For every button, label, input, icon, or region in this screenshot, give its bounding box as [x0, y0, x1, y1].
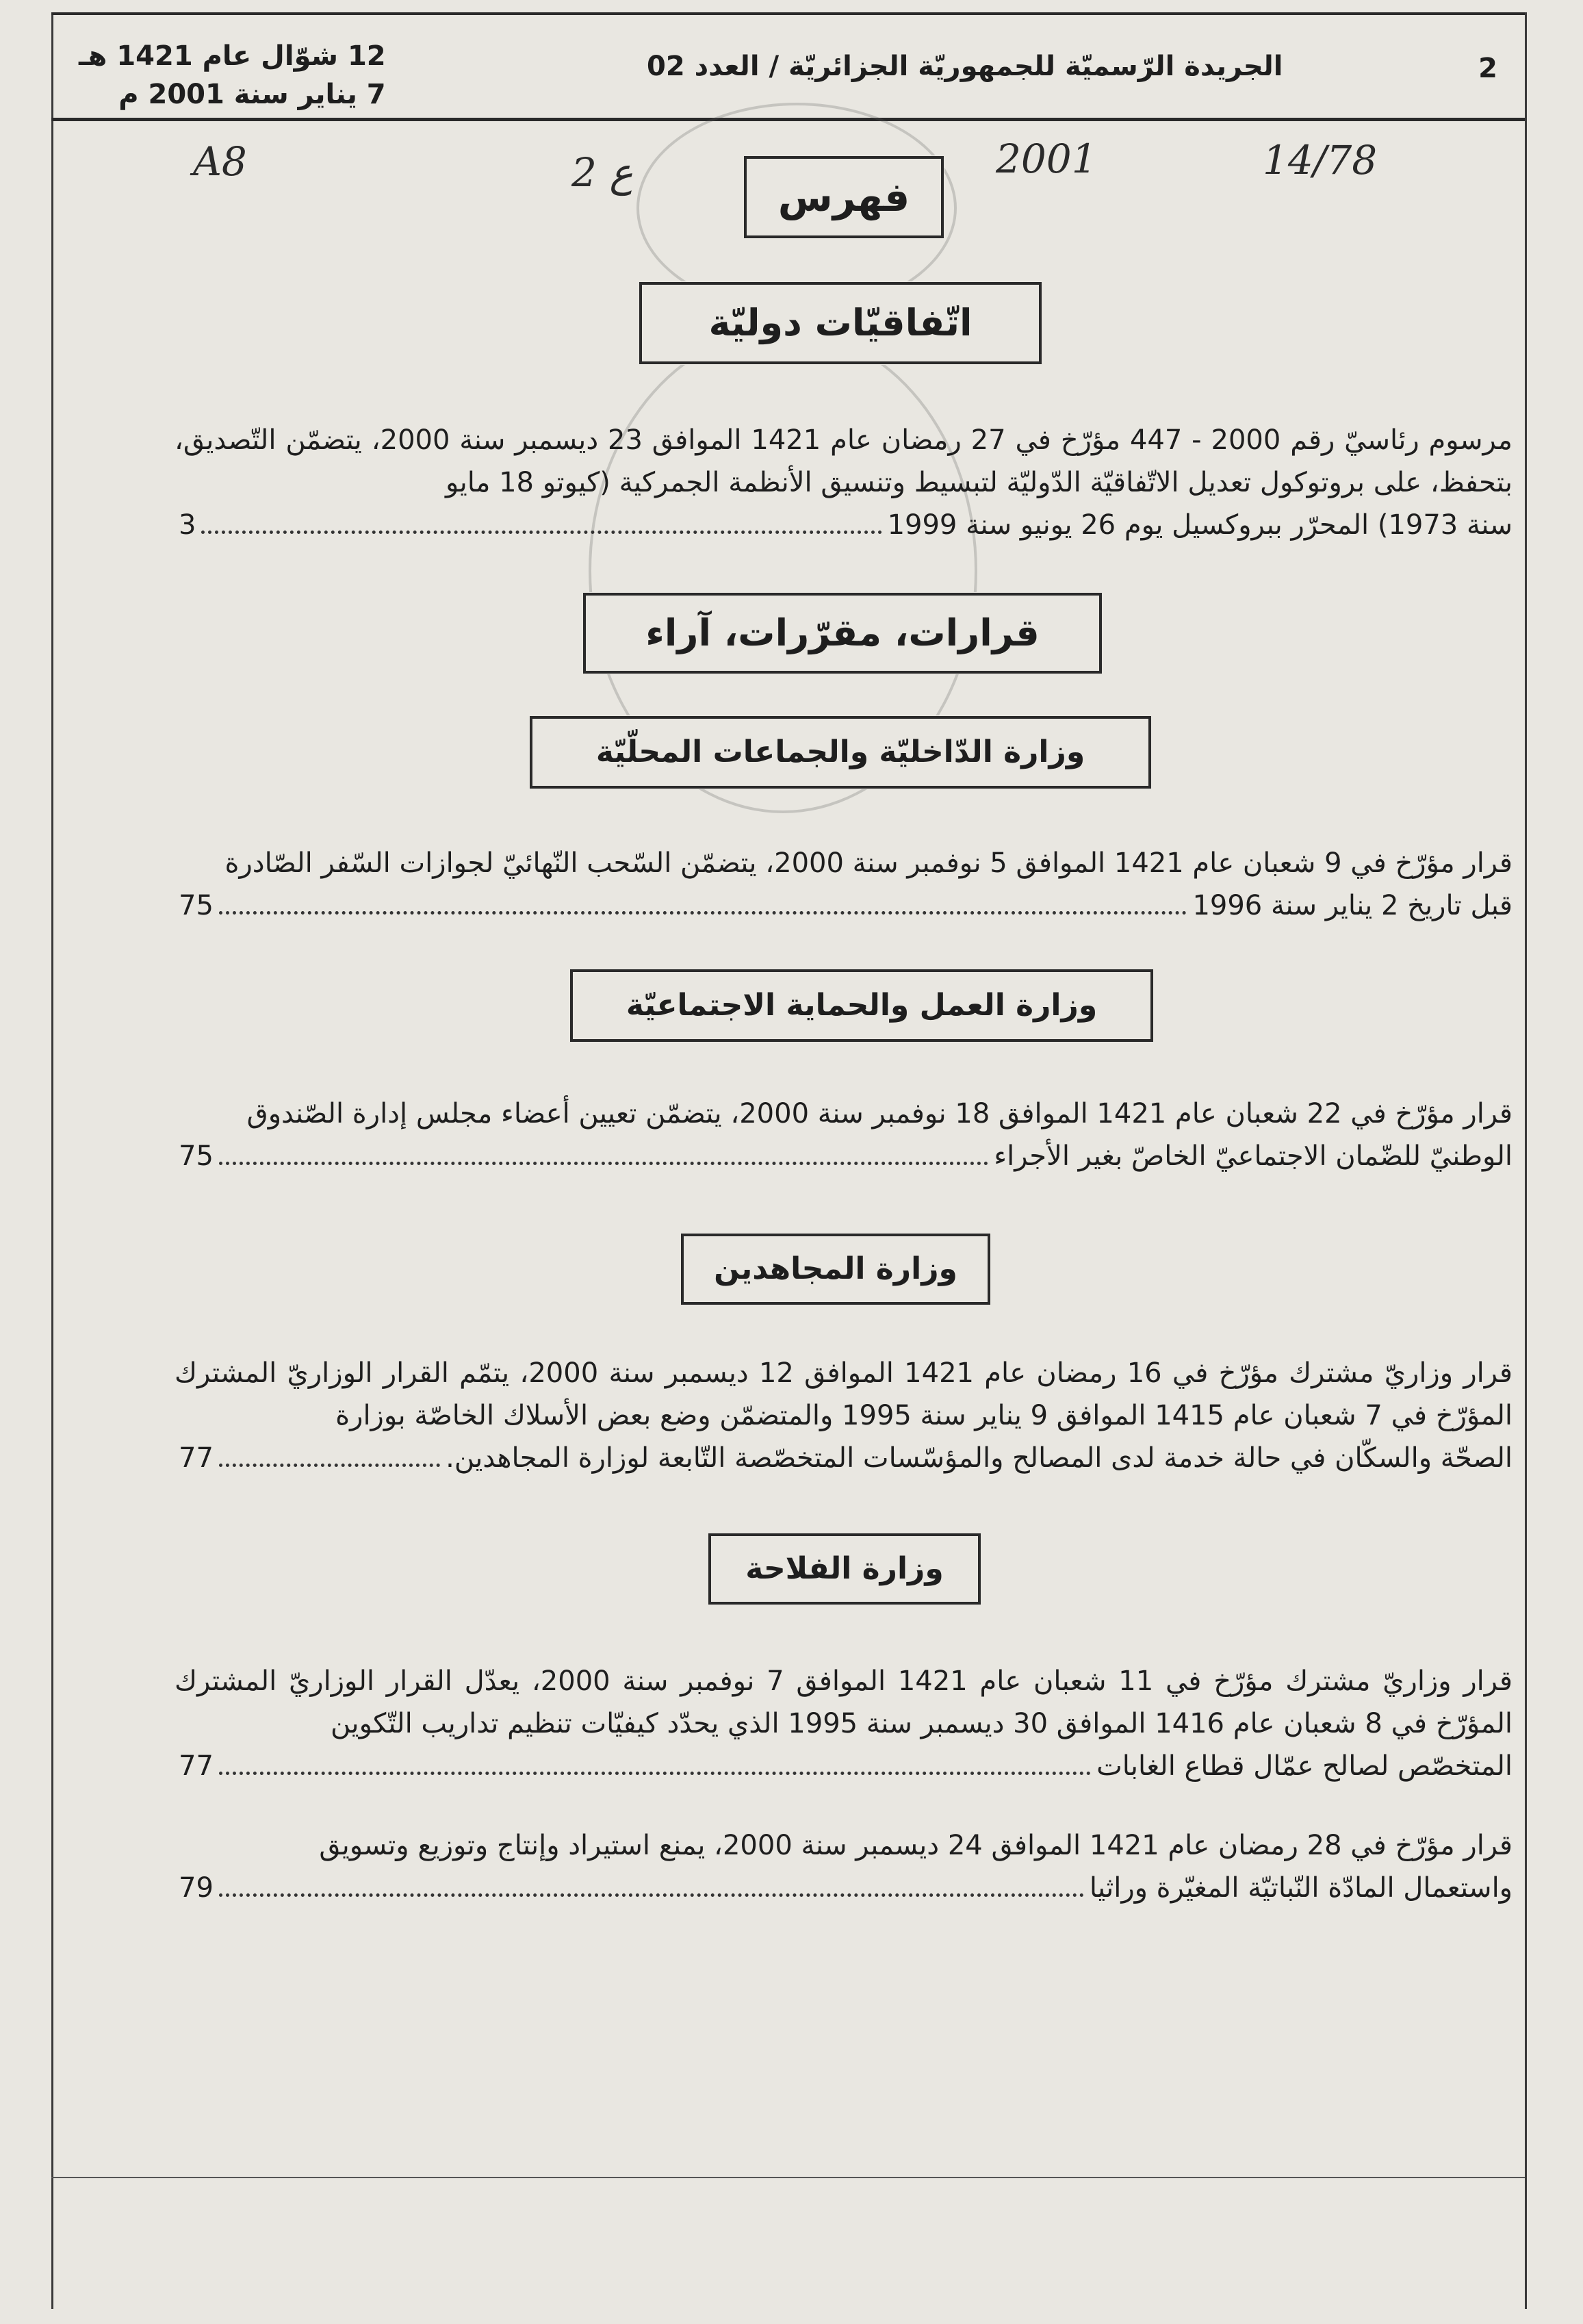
dot-leader [201, 531, 881, 534]
dot-leader [219, 911, 1187, 915]
section-heading-text: وزارة المجاهدين [714, 1251, 957, 1286]
section-heading-interior-ministry [530, 716, 1151, 789]
entry-body: قرار وزاريّ مشترك مؤرّخ في 16 رمضان عام 1421 الموافق 12 ديسمبر سنة 2000، يتمّم القرار الوزاريّ المشترك المؤرّخ في 7 شعبان عام 1415 الموافق 9 يناير سنة 1995 والمتضمّن وضع بعض الأسلاك الخاصّة بوزارة [175, 1357, 1513, 1431]
toc-entry[interactable] [175, 842, 1513, 927]
section-heading-text: وزارة الدّاخليّة والجماعات المحلّيّة [595, 735, 1085, 769]
section-heading-text: قرارات، مقرّرات، آراء [645, 611, 1040, 654]
toc-entry[interactable] [175, 1824, 1513, 1909]
entry-page-number: 3 [179, 509, 196, 541]
entry-last-line [175, 1135, 1513, 1177]
entry-last-line-text: المتخصّص لصالح عمّال قطاع الغابات [1096, 1750, 1513, 1782]
date-gregorian: 7 يناير سنة 2001 م [118, 79, 386, 110]
journal-title: الجريدة الرّسميّة للجمهوريّة الجزائريّة / العدد 02 [647, 51, 1283, 82]
dot-leader [219, 1893, 1084, 1897]
toc-entry[interactable] [175, 1093, 1513, 1177]
section-heading-text: اتّفاقيّات دوليّة [708, 301, 973, 344]
dot-leader [219, 1162, 988, 1165]
toc-title [744, 156, 944, 238]
entry-page-number: 75 [179, 1140, 214, 1172]
section-heading-agriculture-ministry [708, 1533, 981, 1605]
entry-last-line-text: سنة 1973) المحرّر ببروكسيل يوم 26 يونيو سنة 1999 [887, 509, 1513, 541]
section-heading-mujahideen-ministry [681, 1234, 990, 1305]
entry-body: قرار مؤرّخ في 22 شعبان عام 1421 الموافق 18 نوفمبر سنة 2000، يتضمّن تعيين أعضاء مجلس إدارة الصّندوق [246, 1098, 1513, 1129]
entry-last-line [175, 1867, 1513, 1909]
handwritten-mark-center: 2 ع [571, 149, 633, 196]
entry-page-number: 77 [179, 1442, 214, 1474]
entry-body: قرار مؤرّخ في 28 رمضان عام 1421 الموافق 24 ديسمبر سنة 2000، يمنع استيراد وإنتاج وتوزيع وتسويق [319, 1830, 1513, 1861]
entry-last-line-text: الوطنيّ للضّمان الاجتماعيّ الخاصّ بغير الأجراء [994, 1140, 1513, 1172]
entry-last-line [175, 884, 1513, 927]
entry-body: قرار مؤرّخ في 9 شعبان عام 1421 الموافق 5 نوفمبر سنة 2000، يتضمّن السّحب النّهائيّ لجوازات السّفر الصّادرة [224, 847, 1513, 879]
entry-last-line [175, 1437, 1513, 1479]
page-number: 2 [1478, 53, 1497, 84]
entry-last-line [175, 1745, 1513, 1787]
entry-last-line [175, 504, 1513, 546]
section-heading-text: وزارة العمل والحماية الاجتماعيّة [626, 988, 1098, 1023]
section-heading-international-agreements [639, 282, 1042, 364]
toc-entry[interactable] [175, 1352, 1513, 1479]
entry-page-number: 79 [179, 1872, 214, 1904]
entry-page-number: 77 [179, 1750, 214, 1782]
entry-body: قرار وزاريّ مشترك مؤرّخ في 11 شعبان عام 1421 الموافق 7 نوفمبر سنة 2000، يعدّل القرار الوزاريّ المشترك المؤرّخ في 8 شعبان عام 1416 الموافق 30 ديسمبر سنة 1995 الذي يحدّد كيفيّات تنظيم تداريب التّكوين [175, 1665, 1513, 1739]
section-heading-decisions [583, 593, 1102, 674]
entry-page-number: 75 [179, 890, 214, 921]
entry-last-line-text: الصحّة والسكّان في حالة خدمة لدى المصالح والمؤسّسات المتخصّصة التّابعة لوزارة المجاهدين. [446, 1442, 1513, 1474]
section-heading-text: وزارة الفلاحة [745, 1551, 944, 1586]
toc-entry[interactable] [175, 419, 1513, 546]
date-hijri: 12 شوّال عام 1421 هـ [79, 40, 386, 72]
section-heading-labour-ministry [570, 969, 1153, 1042]
handwritten-code-right: 14/78 [1263, 137, 1378, 183]
dot-leader [219, 1464, 440, 1467]
issue-date [79, 37, 386, 114]
entry-last-line-text: واستعمال المادّة النّباتيّة المغيّرة وراثيا [1089, 1872, 1513, 1904]
entry-last-line-text: قبل تاريخ 2 يناير سنة 1996 [1192, 890, 1513, 921]
entry-body: مرسوم رئاسيّ رقم 2000 - 447 مؤرّخ في 27 رمضان عام 1421 الموافق 23 ديسمبر سنة 2000، يتضمّن التّصديق، بتحفظ، على بروتوكول تعديل الاتّفاقيّة الدّوليّة لتبسيط وتنسيق الأنظمة الجمركية (كيوتو 18 مايو [175, 424, 1513, 498]
handwritten-year: 2001 [996, 136, 1097, 182]
toc-entry[interactable] [175, 1660, 1513, 1787]
handwritten-code-left: A8 [193, 138, 247, 185]
toc-title-text: فهرس [777, 174, 910, 220]
dot-leader [219, 1772, 1091, 1775]
bottom-rule [51, 2177, 1525, 2178]
